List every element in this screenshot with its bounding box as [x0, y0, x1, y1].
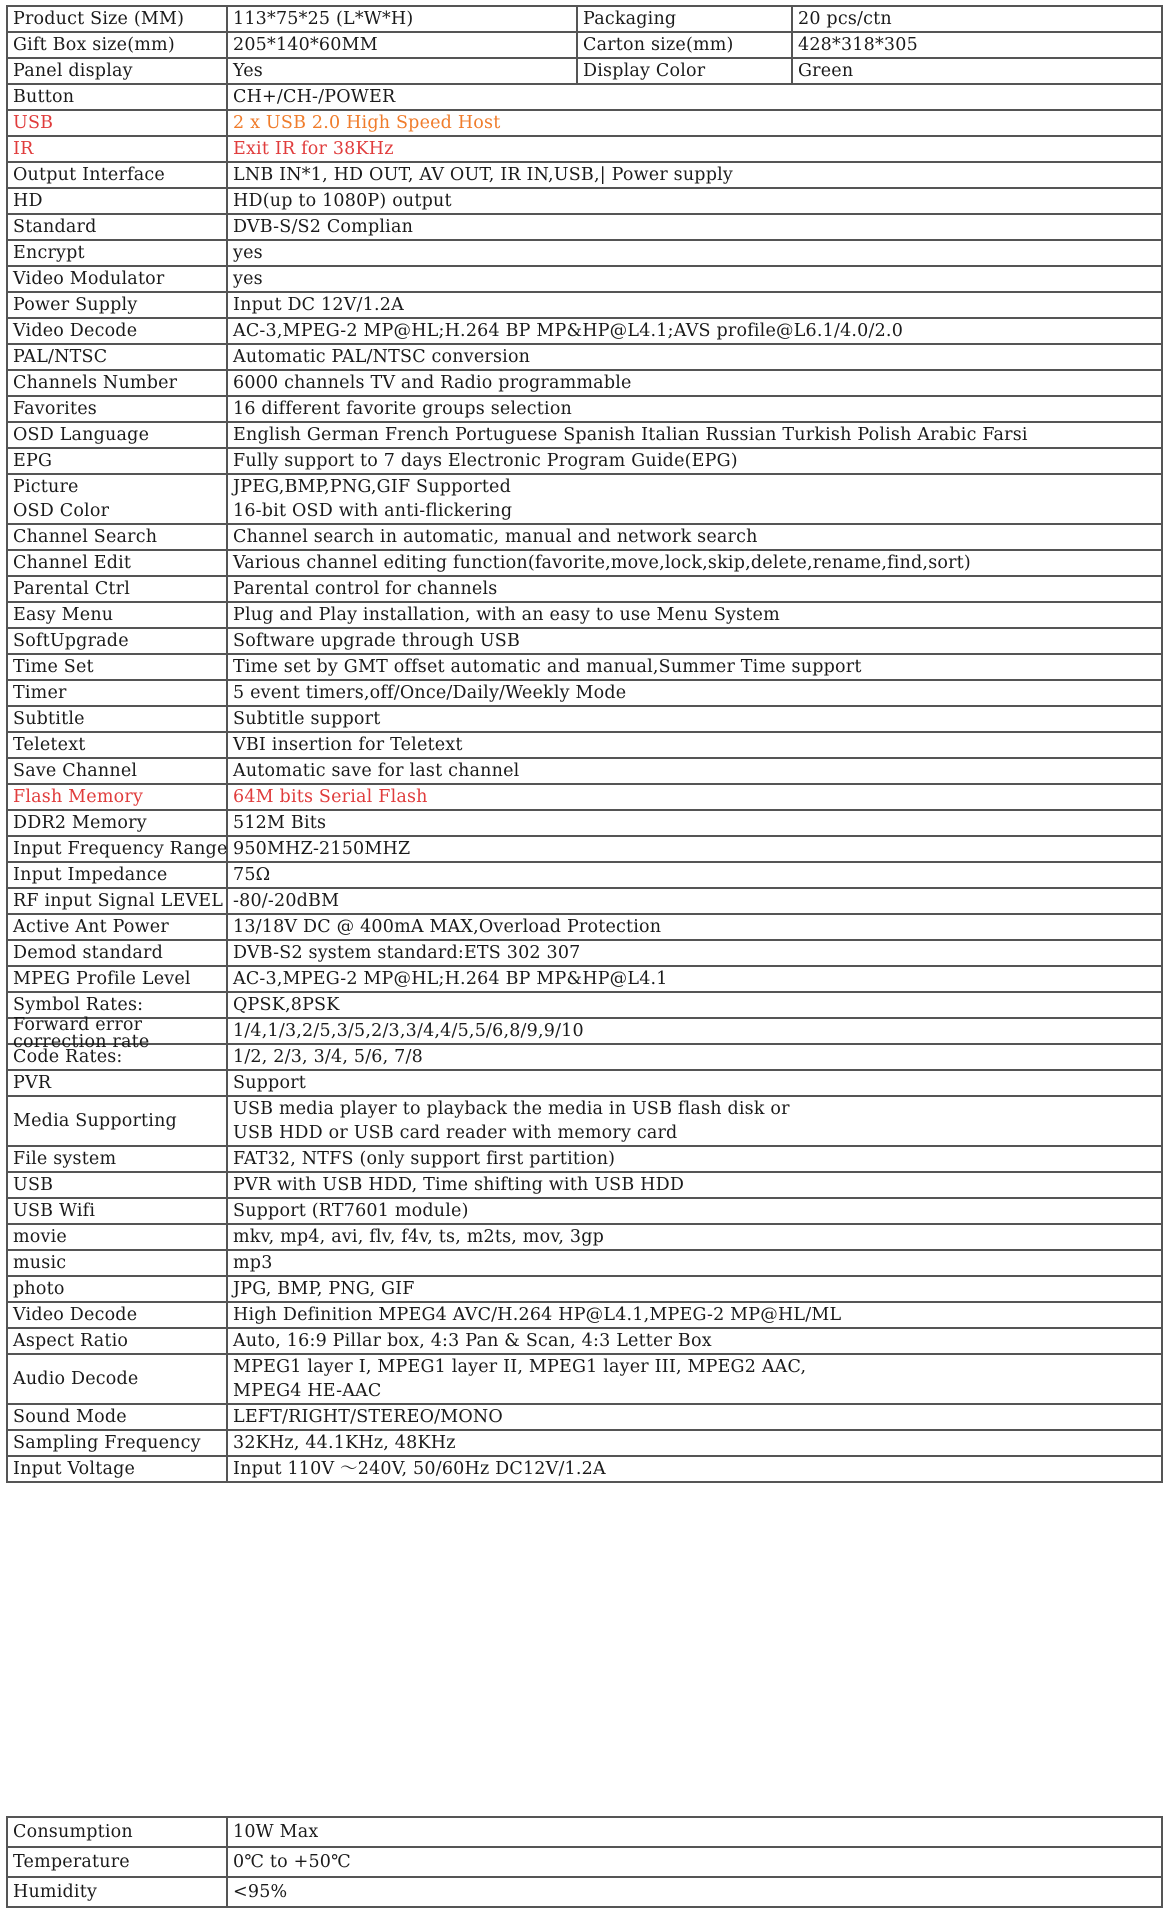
- spec-value: 10W Max: [227, 1817, 1162, 1847]
- spec-value: Automatic PAL/NTSC conversion: [227, 344, 1162, 370]
- spec-row: [7, 1096, 1162, 1146]
- spec-row: [7, 1172, 1162, 1198]
- spec-label-line: Forward error correction rate: [13, 1015, 150, 1052]
- spec-row: [7, 680, 1162, 706]
- spec-label: USB Wifi: [7, 1198, 227, 1224]
- spec-row: [7, 1877, 1162, 1907]
- spec-label: Input Impedance: [7, 862, 227, 888]
- spec-value-line: JPEG,BMP,PNG,GIF Supported: [233, 477, 512, 497]
- spec-label: Humidity: [7, 1877, 227, 1907]
- spec-row: [7, 706, 1162, 732]
- spec-value: 2 x USB 2.0 High Speed Host: [227, 110, 1162, 136]
- spec-value: 113*75*25 (L*W*H): [227, 6, 577, 32]
- spec-label: music: [7, 1250, 227, 1276]
- spec-label: SoftUpgrade: [7, 628, 227, 654]
- spec-label: Temperature: [7, 1847, 227, 1877]
- spec-label: Media Supporting: [7, 1096, 227, 1146]
- spec-value: 1/2, 2/3, 3/4, 5/6, 7/8: [227, 1044, 1162, 1070]
- spec-label: HD: [7, 188, 227, 214]
- spec-value: DVB-S/S2 Complian: [227, 214, 1162, 240]
- spec-value-line: 16-bit OSD with anti-flickering: [233, 501, 513, 521]
- spec-row: [7, 1070, 1162, 1096]
- spec-label: Timer: [7, 680, 227, 706]
- spec-row: [7, 1146, 1162, 1172]
- spec-label: Audio Decode: [7, 1354, 227, 1404]
- spec-value: 75Ω: [227, 862, 1162, 888]
- spec-row: [7, 344, 1162, 370]
- spec-value: 205*140*60MM: [227, 32, 577, 58]
- spec-row: [7, 1018, 1162, 1044]
- spec-row: [7, 6, 1162, 32]
- spec-row: [7, 1847, 1162, 1877]
- spec-row: [7, 240, 1162, 266]
- spec-value: 950MHZ-2150MHZ: [227, 836, 1162, 862]
- spec-row: [7, 1250, 1162, 1276]
- spec-label: Panel display: [7, 58, 227, 84]
- spec-value: English German French Portuguese Spanish Italian Russian Turkish Polish Arabic Farsi: [227, 422, 1162, 448]
- spec-label: MPEG Profile Level: [7, 966, 227, 992]
- spec-row: [7, 836, 1162, 862]
- spec-row: [7, 602, 1162, 628]
- spec-label: Active Ant Power: [7, 914, 227, 940]
- spec-row: [7, 810, 1162, 836]
- spec-value: CH+/CH-/POWER: [227, 84, 1162, 110]
- spec-value: Input 110V ～240V, 50/60Hz DC12V/1.2A: [227, 1456, 1162, 1482]
- spec-label: Channel Search: [7, 524, 227, 550]
- spec-label: IR: [7, 136, 227, 162]
- spec-value: HD(up to 1080P) output: [227, 188, 1162, 214]
- spec-label: Sampling Frequency: [7, 1430, 227, 1456]
- spec-label: PAL/NTSC: [7, 344, 227, 370]
- spec-value: DVB-S2 system standard:ETS 302 307: [227, 940, 1162, 966]
- spec-row: [7, 422, 1162, 448]
- spec-label: DDR2 Memory: [7, 810, 227, 836]
- spec-row: [7, 1430, 1162, 1456]
- spec-row: [7, 84, 1162, 110]
- spec-label: Parental Ctrl: [7, 576, 227, 602]
- spec-label: USB: [7, 110, 227, 136]
- spec-row: [7, 914, 1162, 940]
- spec-value: <95%: [227, 1877, 1162, 1907]
- spec-row: [7, 162, 1162, 188]
- spec-value: 6000 channels TV and Radio programmable: [227, 370, 1162, 396]
- spec-value: Green: [792, 58, 1162, 84]
- spec-value: VBI insertion for Teletext: [227, 732, 1162, 758]
- spec-row: [7, 758, 1162, 784]
- spec-row: [7, 992, 1162, 1018]
- spec-label: Channels Number: [7, 370, 227, 396]
- spec-label: Sound Mode: [7, 1404, 227, 1430]
- spec-label-line: OSD Color: [13, 501, 110, 521]
- spec-row: [7, 524, 1162, 550]
- spec-value: mp3: [227, 1250, 1162, 1276]
- spec-value: 20 pcs/ctn: [792, 6, 1162, 32]
- spec-value: 5 event timers,off/Once/Daily/Weekly Mode: [227, 680, 1162, 706]
- spec-row: [7, 1328, 1162, 1354]
- spec-value: Exit IR for 38KHz: [227, 136, 1162, 162]
- spec-label: [7, 474, 227, 524]
- spec-value: AC-3,MPEG-2 MP@HL;H.264 BP MP&HP@L4.1: [227, 966, 1162, 992]
- spec-row: [7, 136, 1162, 162]
- spec-row: [7, 732, 1162, 758]
- spec-value: yes: [227, 266, 1162, 292]
- spec-label: Consumption: [7, 1817, 227, 1847]
- spec-label: Favorites: [7, 396, 227, 422]
- spec-value: Subtitle support: [227, 706, 1162, 732]
- spec-label: Time Set: [7, 654, 227, 680]
- spec-label: USB: [7, 1172, 227, 1198]
- spec-label: RF input Signal LEVEL: [7, 888, 227, 914]
- spec-value: LNB IN*1, HD OUT, AV OUT, IR IN,USB,| Power supply: [227, 162, 1162, 188]
- spec-label: Button: [7, 84, 227, 110]
- spec-value: JPG, BMP, PNG, GIF: [227, 1276, 1162, 1302]
- spec-label: Input Voltage: [7, 1456, 227, 1482]
- spec-label: Flash Memory: [7, 784, 227, 810]
- spec-value: Auto, 16:9 Pillar box, 4:3 Pan & Scan, 4:3 Letter Box: [227, 1328, 1162, 1354]
- spec-value: LEFT/RIGHT/STEREO/MONO: [227, 1404, 1162, 1430]
- spec-label: Video Decode: [7, 1302, 227, 1328]
- spec-label: Encrypt: [7, 240, 227, 266]
- spec-value: yes: [227, 240, 1162, 266]
- spec-value-line: USB HDD or USB card reader with memory card: [233, 1123, 678, 1143]
- spec-value: Support (RT7601 module): [227, 1198, 1162, 1224]
- spec-value: FAT32, NTFS (only support first partition): [227, 1146, 1162, 1172]
- spec-row: [7, 474, 1162, 524]
- spec-row: [7, 1817, 1162, 1847]
- spec-value: QPSK,8PSK: [227, 992, 1162, 1018]
- spec-value: Input DC 12V/1.2A: [227, 292, 1162, 318]
- spec-row: [7, 292, 1162, 318]
- spec-value: 512M Bits: [227, 810, 1162, 836]
- spec-row: [7, 318, 1162, 344]
- spec-row: [7, 966, 1162, 992]
- spec-row: [7, 550, 1162, 576]
- spec-label: Standard: [7, 214, 227, 240]
- spec-row: [7, 1404, 1162, 1430]
- spec-label: Gift Box size(mm): [7, 32, 227, 58]
- spec-row: [7, 58, 1162, 84]
- spec-label: Product Size (MM): [7, 6, 227, 32]
- spec-value: Software upgrade through USB: [227, 628, 1162, 654]
- spec-row: [7, 1044, 1162, 1070]
- spec-row: [7, 784, 1162, 810]
- spec-value: Time set by GMT offset automatic and manual,Summer Time support: [227, 654, 1162, 680]
- spec-value: PVR with USB HDD, Time shifting with USB HDD: [227, 1172, 1162, 1198]
- spec-label: Demod standard: [7, 940, 227, 966]
- spec-value: Channel search in automatic, manual and network search: [227, 524, 1162, 550]
- spec-label: File system: [7, 1146, 227, 1172]
- spec-label: PVR: [7, 1070, 227, 1096]
- spec-label: OSD Language: [7, 422, 227, 448]
- spec-footer-table: [6, 1816, 1163, 1908]
- spec-value: Yes: [227, 58, 577, 84]
- spec-value: Fully support to 7 days Electronic Program Guide(EPG): [227, 448, 1162, 474]
- spec-row: [7, 1354, 1162, 1404]
- spec-label: Video Decode: [7, 318, 227, 344]
- spec-value: Support: [227, 1070, 1162, 1096]
- spec-row: [7, 1302, 1162, 1328]
- spec-label: Video Modulator: [7, 266, 227, 292]
- spec-value: 64M bits Serial Flash: [227, 784, 1162, 810]
- spec-label: Carton size(mm): [577, 32, 792, 58]
- spec-value: Plug and Play installation, with an easy to use Menu System: [227, 602, 1162, 628]
- spec-row: [7, 1276, 1162, 1302]
- spec-label: Output Interface: [7, 162, 227, 188]
- spec-label: Packaging: [577, 6, 792, 32]
- spec-value: mkv, mp4, avi, flv, f4v, ts, m2ts, mov, 3gp: [227, 1224, 1162, 1250]
- spec-value: -80/-20dBM: [227, 888, 1162, 914]
- spec-label: Display Color: [577, 58, 792, 84]
- spec-value-line: MPEG4 HE-AAC: [233, 1381, 382, 1401]
- spec-row: [7, 396, 1162, 422]
- spec-value: [227, 1096, 1162, 1146]
- spec-value: 428*318*305: [792, 32, 1162, 58]
- spec-row: [7, 1198, 1162, 1224]
- spec-value: 16 different favorite groups selection: [227, 396, 1162, 422]
- spec-label: Aspect Ratio: [7, 1328, 227, 1354]
- spec-row: [7, 1224, 1162, 1250]
- spec-value: [227, 474, 1162, 524]
- spec-value-line: MPEG1 layer I, MPEG1 layer II, MPEG1 layer III, MPEG2 AAC,: [233, 1357, 807, 1377]
- spec-value: AC-3,MPEG-2 MP@HL;H.264 BP MP&HP@L4.1;AVS profile@L6.1/4.0/2.0: [227, 318, 1162, 344]
- spec-table: [6, 5, 1163, 1483]
- spec-label: Symbol Rates:: [7, 992, 227, 1018]
- spec-label: Save Channel: [7, 758, 227, 784]
- spec-row: [7, 628, 1162, 654]
- spec-value: 0℃ to +50℃: [227, 1847, 1162, 1877]
- spec-label: Channel Edit: [7, 550, 227, 576]
- spec-label: Power Supply: [7, 292, 227, 318]
- spec-value: Parental control for channels: [227, 576, 1162, 602]
- spec-row: [7, 1456, 1162, 1482]
- spec-label: EPG: [7, 448, 227, 474]
- spec-value-line: USB media player to playback the media in USB flash disk or: [233, 1099, 790, 1119]
- spec-label: photo: [7, 1276, 227, 1302]
- spec-value: Automatic save for last channel: [227, 758, 1162, 784]
- spec-row: [7, 888, 1162, 914]
- spec-row: [7, 448, 1162, 474]
- spec-label: [7, 1015, 227, 1052]
- spec-value: 13/18V DC @ 400mA MAX,Overload Protection: [227, 914, 1162, 940]
- spec-row: [7, 188, 1162, 214]
- spec-label: Easy Menu: [7, 602, 227, 628]
- spec-row: [7, 940, 1162, 966]
- spec-value: Various channel editing function(favorite,move,lock,skip,delete,rename,find,sort): [227, 550, 1162, 576]
- spec-row: [7, 214, 1162, 240]
- spec-row: [7, 862, 1162, 888]
- spec-value: [227, 1354, 1162, 1404]
- spec-row: [7, 32, 1162, 58]
- spec-label-line: Picture: [13, 477, 79, 497]
- spec-row: [7, 110, 1162, 136]
- spec-value: High Definition MPEG4 AVC/H.264 HP@L4.1,MPEG-2 MP@HL/ML: [227, 1302, 1162, 1328]
- spec-value: 1/4,1/3,2/5,3/5,2/3,3/4,4/5,5/6,8/9,9/10: [227, 1018, 1162, 1044]
- spec-row: [7, 576, 1162, 602]
- spec-label: movie: [7, 1224, 227, 1250]
- spec-label: Teletext: [7, 732, 227, 758]
- spec-row: [7, 266, 1162, 292]
- spec-label: Subtitle: [7, 706, 227, 732]
- spec-value: 32KHz, 44.1KHz, 48KHz: [227, 1430, 1162, 1456]
- spec-row: [7, 370, 1162, 396]
- spec-row: [7, 654, 1162, 680]
- spec-label: Input Frequency Range: [7, 836, 227, 862]
- spec-label: Code Rates:: [7, 1044, 227, 1070]
